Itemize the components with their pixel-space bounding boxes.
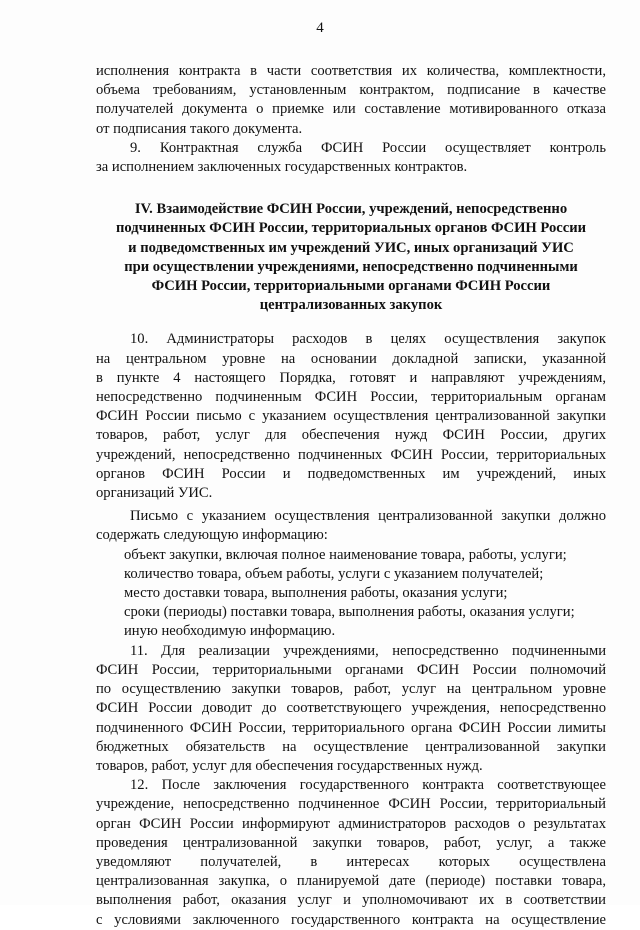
text-line: Письмо с указанием осуществления централизованной закупки должно — [130, 508, 606, 525]
list-item: сроки (периоды) поставки товара, выполнения работы, оказания услуги; — [124, 604, 575, 621]
list-item: объект закупки, включая полное наименование товара, работы, услуги; — [124, 546, 567, 563]
text-line: исполнения контракта в части соответствия их количества, комплектности, — [96, 63, 606, 79]
paragraph-11 — [96, 642, 606, 776]
text-line: ФСИН России письмо с указанием осуществления централизованной закупки — [96, 408, 606, 425]
heading-line: при осуществлении учреждениями, непосредственно подчиненными — [124, 258, 578, 275]
text-line: в пункте 4 настоящего Порядка, готовят и направляют учреждениям, — [96, 369, 606, 386]
text-line: по осуществлению закупки товаров, работ, услуг на центральном уровне — [96, 681, 606, 698]
page-number: 4 — [316, 20, 324, 36]
paragraph-12 — [96, 776, 606, 930]
text-line: ФСИН России доводит до соответствующего учреждения, непосредственно — [96, 700, 606, 717]
text-line: на центральном уровне на основании докладной записки, указанной — [96, 350, 606, 367]
paragraph-letter — [96, 507, 606, 545]
list-item: количество товара, объем работы, услуги с указанием получателей; — [124, 565, 544, 582]
heading-line: подчиненных ФСИН России, территориальных органов ФСИН России — [115, 220, 587, 237]
list-item: место доставки товара, выполнения работы, оказания услуги; — [124, 585, 508, 602]
text-line: органов ФСИН России и подведомственных им учреждений, иных — [96, 465, 606, 482]
heading-line: IV. Взаимодействие ФСИН России, учреждений, непосредственно — [134, 201, 568, 218]
text-line: орган ФСИН России информируют администраторов расходов о результатах — [96, 815, 606, 832]
text-line: содержать следующую информацию: — [96, 527, 328, 544]
text-line: 10. Администраторы расходов в целях осуществления закупок — [130, 331, 606, 348]
text-line: выполнения работ, оказания услуг и уполномочивают их в соответствии — [96, 892, 606, 909]
heading-line: и подведомственных им учреждений УИС, иных организаций УИС — [128, 239, 574, 256]
text-line: непосредственно подчиненным ФСИН России, территориальным органам — [96, 389, 606, 406]
text-line: ФСИН России, территориальными органами ФСИН России полномочий — [96, 661, 606, 678]
text-line: 11. Для реализации учреждениями, непосредственно подчиненными — [130, 642, 606, 659]
text-line: учреждение, непосредственно подчиненное ФСИН России, территориальный — [96, 796, 606, 813]
text-line: бюджетных обязательств на осуществление централизованной закупки — [96, 738, 606, 755]
text-line: проведения централизованной закупки товаров, работ, услуг, а также — [96, 834, 606, 851]
text-line: товаров, работ, услуг для обеспечения государственных нужд. — [96, 757, 483, 774]
text-line: организаций УИС. — [96, 485, 213, 502]
text-line: 9. Контрактная служба ФСИН России осуществляет контроль — [130, 139, 606, 156]
heading-line: централизованных закупок — [259, 297, 443, 314]
text-line: за исполнением заключенных государственных контрактов. — [96, 159, 468, 176]
text-line: 12. После заключения государственного контракта соответствующее — [130, 777, 606, 794]
paragraph-10 — [96, 330, 606, 503]
heading-line: ФСИН России, территориальными органами ФСИН России — [151, 278, 551, 295]
text-line: учреждений, непосредственно подчиненных ФСИН России, территориальных — [96, 446, 606, 463]
text-line: от подписания такого документа. — [96, 120, 303, 137]
paragraph-continuation — [96, 62, 606, 139]
text-line: с условиями заключенного государственного контракта на осуществление — [96, 911, 606, 928]
document-body — [96, 62, 606, 930]
text-line: получателей документа о приемке или составление мотивированного отказа — [96, 101, 606, 118]
text-line: централизованная закупка, о планируемой дате (периоде) поставки товара, — [96, 873, 606, 890]
info-list — [96, 546, 606, 642]
text-line: объема требованиям, установленным контрактом, подписание в качестве — [96, 82, 606, 99]
section-heading — [96, 200, 606, 315]
text-line: уведомляют получателей, в интересах которых осуществлена — [96, 853, 606, 870]
text-line: товаров, работ, услуг для обеспечения нужд ФСИН России, других — [96, 427, 606, 444]
list-item: иную необходимую информацию. — [124, 623, 336, 640]
text-line: подчиненного ФСИН России, территориального органа ФСИН России лимиты — [96, 719, 606, 736]
paragraph-9 — [96, 139, 606, 177]
